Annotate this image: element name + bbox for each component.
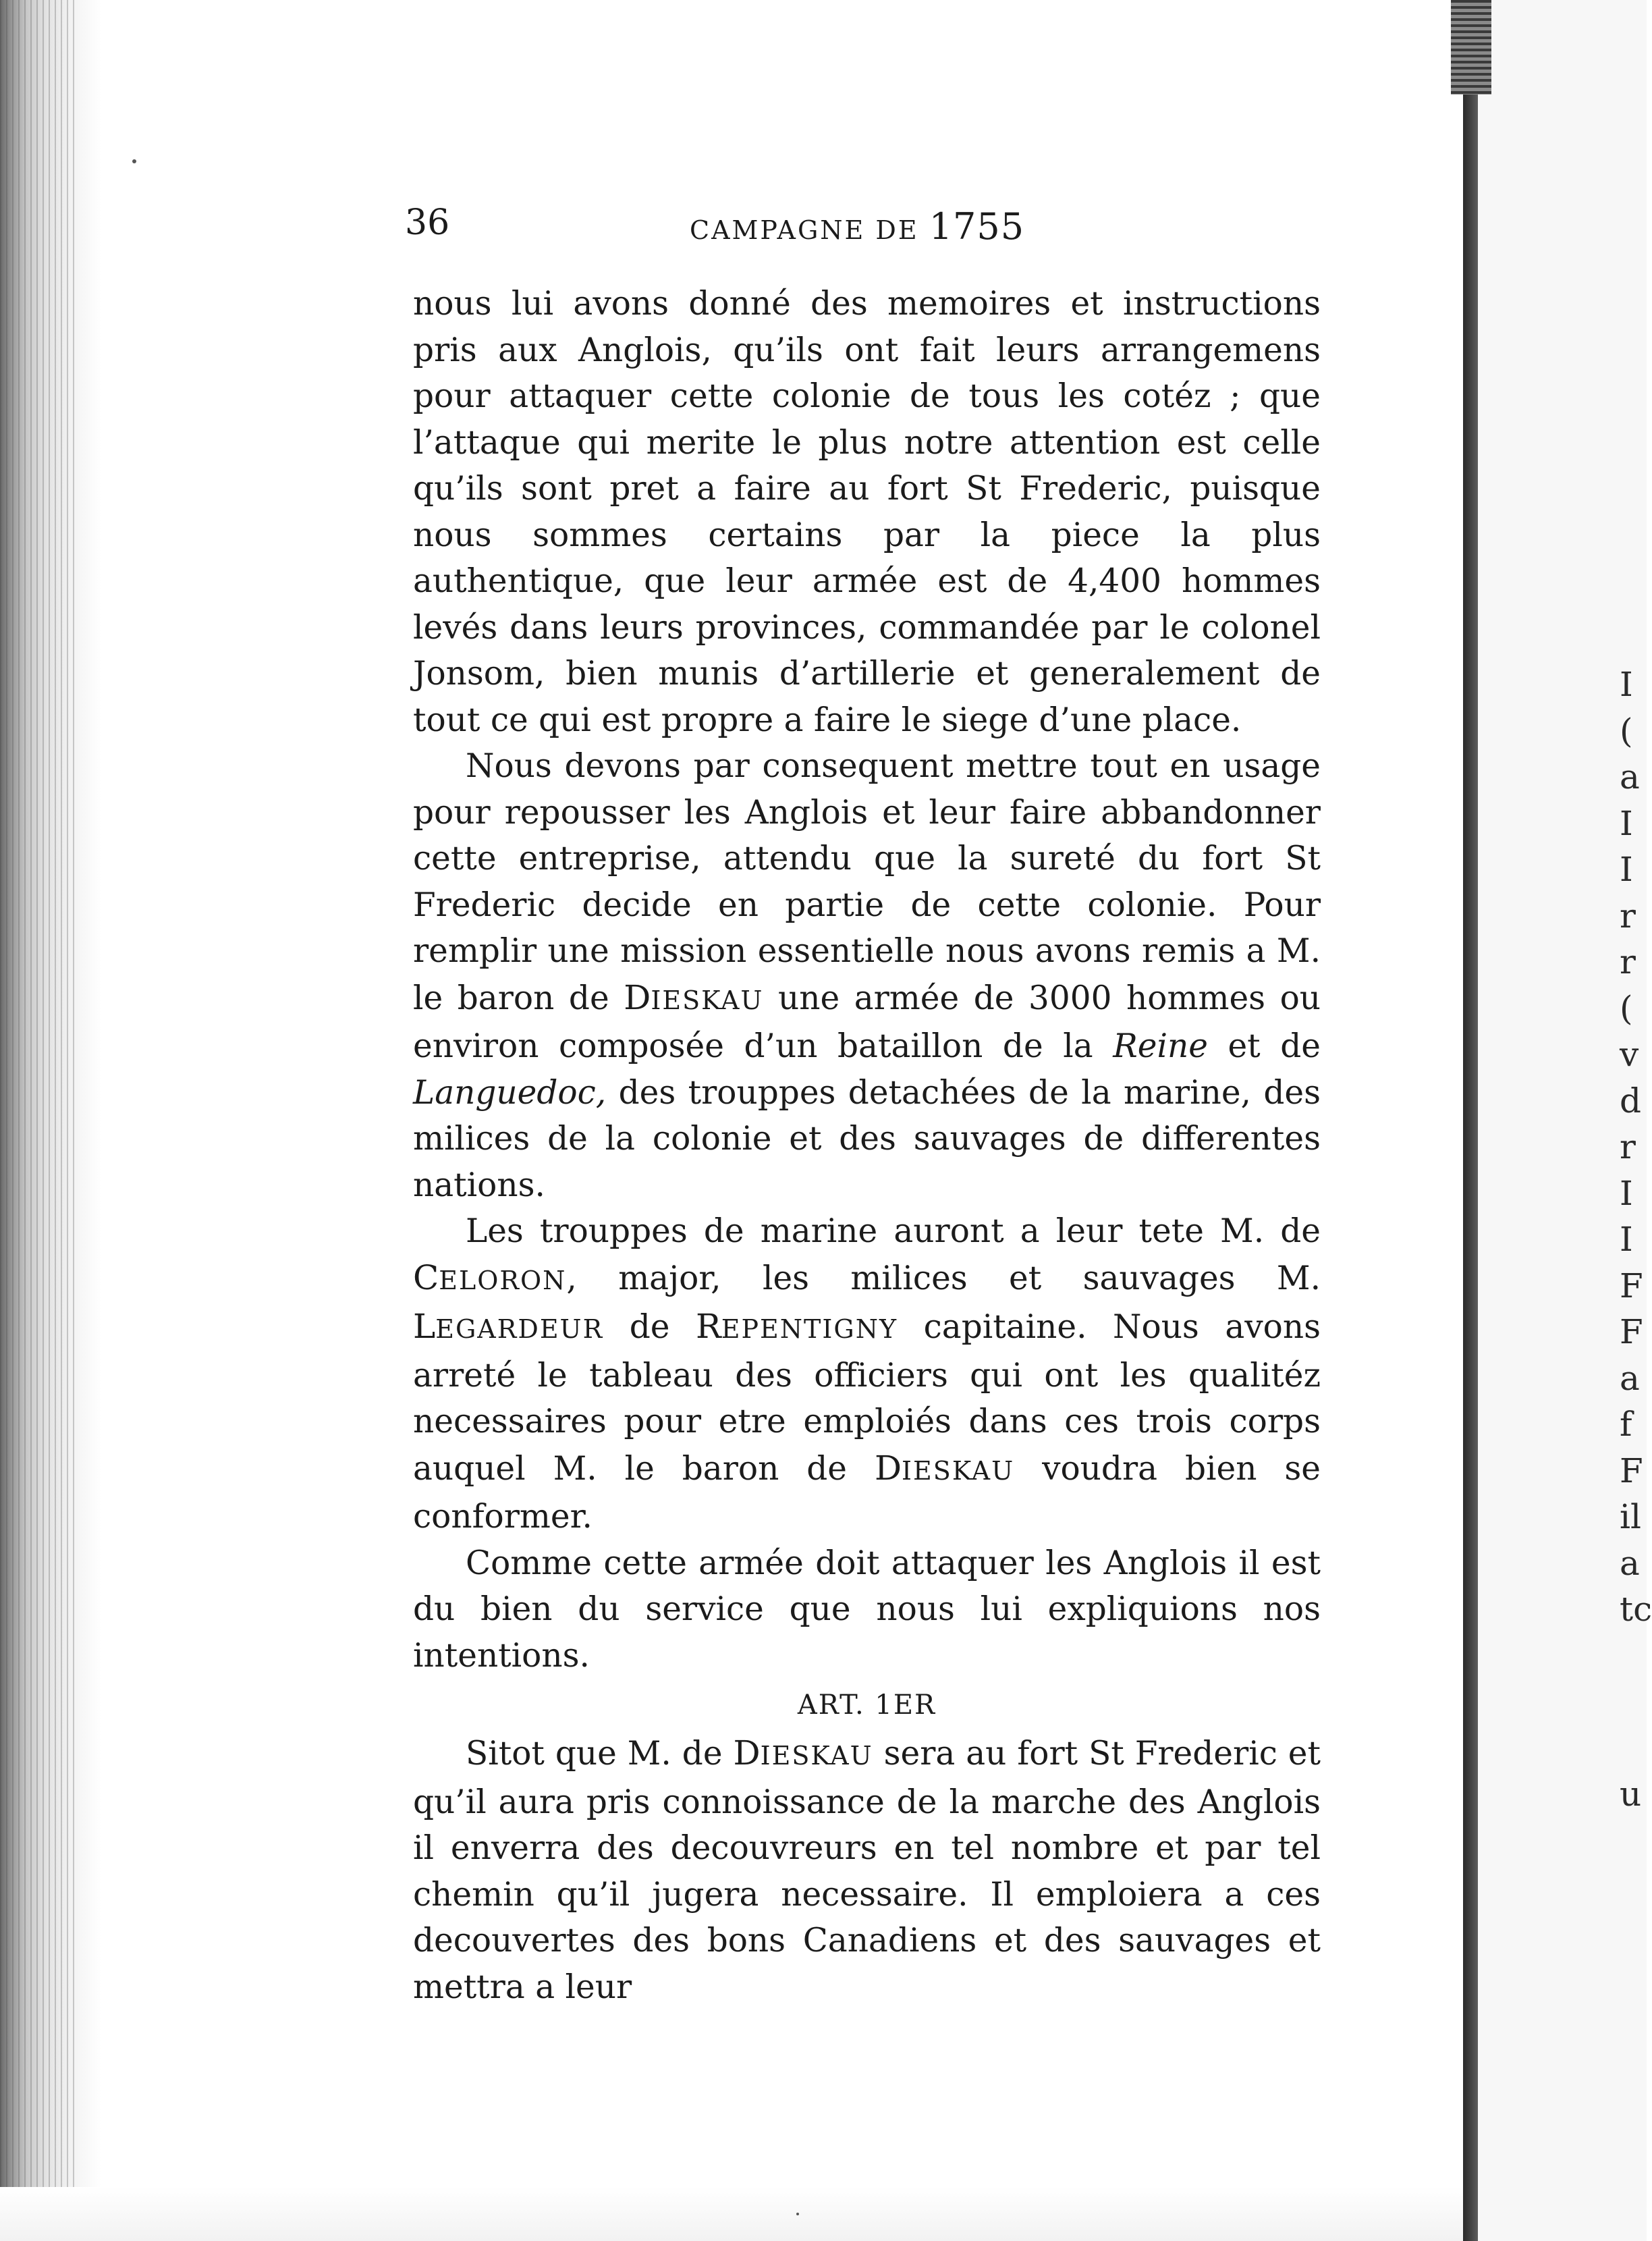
paragraph bbox=[413, 1730, 1321, 2010]
small-caps-initial: D bbox=[624, 977, 651, 1017]
small-caps-rest: IESKAU bbox=[760, 1741, 873, 1771]
facing-page-glyph: F bbox=[1620, 1451, 1643, 1490]
text-run: , major, les milices et sauvages M. bbox=[566, 1259, 1321, 1297]
facing-page-glyph: d bbox=[1620, 1081, 1642, 1120]
small-caps-rest: IESKAU bbox=[902, 1455, 1015, 1486]
facing-page-text-fragments bbox=[1620, 662, 1652, 1818]
facing-page-glyph: F bbox=[1620, 1266, 1643, 1305]
facing-page-glyph: f bbox=[1620, 1405, 1632, 1444]
small-caps-rest: EGARDEUR bbox=[435, 1314, 604, 1344]
page-edge bbox=[1463, 0, 1478, 2241]
small-caps-initial: L bbox=[413, 1307, 436, 1346]
text-run: de bbox=[629, 1308, 670, 1346]
page-number: 36 bbox=[405, 202, 450, 243]
facing-page-glyph: il bbox=[1620, 1497, 1641, 1536]
text-run: et de bbox=[1228, 1027, 1321, 1065]
facing-page-glyph: r bbox=[1620, 1127, 1636, 1166]
facing-page-glyph bbox=[1620, 1633, 1647, 1679]
facing-page-glyph: I bbox=[1620, 1173, 1633, 1213]
scan-binding-lines bbox=[0, 0, 74, 2241]
facing-page-glyph: a bbox=[1620, 757, 1640, 796]
text-run: voudra bien se conformer. bbox=[413, 1449, 1321, 1536]
facing-page-glyph: r bbox=[1620, 896, 1636, 936]
bottom-gutter bbox=[0, 2187, 1463, 2241]
small-caps-initial: D bbox=[874, 1448, 902, 1488]
scan-speck bbox=[132, 159, 136, 163]
text-run: Sitot que M. de bbox=[466, 1735, 723, 1773]
facing-page-glyph: tc bbox=[1620, 1590, 1652, 1629]
italic-name: Languedoc, bbox=[413, 1073, 607, 1112]
small-caps-name bbox=[624, 977, 764, 1017]
facing-page-glyph: r bbox=[1620, 942, 1636, 981]
facing-page-glyph bbox=[1620, 1725, 1647, 1772]
article-heading: ART. 1ER bbox=[797, 1690, 937, 1721]
facing-page-glyph: a bbox=[1620, 1358, 1640, 1398]
text-run: sera au fort St Frederic et qu’il aura pris connoissance de la marche des Anglois il enverra des decouvreurs en tel nombre et par tel chemin qu’il jugera necessaire. Il emploiera a ces decouvertes des bons Canadiens et des sauvages et mettra a leur bbox=[413, 1735, 1321, 2006]
small-caps-name bbox=[413, 1258, 567, 1297]
text-run: Les trouppes de marine auront a leur tete M. de bbox=[466, 1212, 1321, 1250]
small-caps-initial: C bbox=[413, 1258, 439, 1297]
facing-page-glyph: ( bbox=[1620, 988, 1633, 1028]
body-text bbox=[413, 281, 1321, 2010]
small-caps-initial: R bbox=[696, 1307, 721, 1346]
facing-page-glyph: I bbox=[1620, 1220, 1633, 1259]
text-run: capitaine. Nous avons arreté le tableau des officiers qui ont les qualitéz necessaires pour etre emploiés dans ces trois corps auquel M. le baron de bbox=[413, 1308, 1321, 1488]
facing-page-glyph bbox=[1620, 1679, 1647, 1725]
italic-name: Reine bbox=[1113, 1027, 1208, 1065]
facing-page-glyph: F bbox=[1620, 1312, 1643, 1351]
paragraph: Comme cette armée doit attaquer les Anglois il est du bien du service que nous lui expliquions nos intentions. bbox=[413, 1544, 1321, 1675]
running-title-year: 1755 bbox=[929, 205, 1025, 248]
small-caps-name bbox=[733, 1733, 873, 1773]
scan-speck bbox=[796, 2213, 799, 2215]
facing-page-glyph: a bbox=[1620, 1543, 1640, 1583]
facing-page-glyph: u bbox=[1620, 1775, 1642, 1814]
small-caps-rest: EPENTIGNY bbox=[721, 1314, 898, 1344]
small-caps-rest: IESKAU bbox=[651, 985, 764, 1015]
facing-page-glyph: I bbox=[1620, 803, 1633, 843]
facing-page-glyph: v bbox=[1620, 1035, 1639, 1074]
running-title-text: CAMPAGNE DE bbox=[690, 215, 919, 245]
small-caps-rest: ELORON bbox=[439, 1265, 567, 1295]
running-title bbox=[690, 205, 1024, 248]
paragraph bbox=[413, 1208, 1321, 1540]
small-caps-name bbox=[413, 1307, 604, 1346]
text-run: Nous devons par consequent mettre tout en usage pour repousser les Anglois et leur faire abbandonner cette entreprise, attendu que la sureté du fort St Frederic decide en partie de cette colonie. Pour remplir une mission essentielle nous avons remis a M. le baron de bbox=[413, 747, 1321, 1017]
small-caps-name bbox=[874, 1448, 1015, 1488]
page-header bbox=[405, 202, 1350, 256]
paragraph: nous lui avons donné des memoires et instructions pris aux Anglois, qu’ils ont fait leurs arrangemens pour attaquer cette colonie de tous les cotéz ; que l’attaque qui merite le plus notre attention est celle qu’ils sont pret a faire au fort St Frederic, puisque nous sommes certains par la piece la plus authentique, que leur armée est de 4,400 hommes levés dans leurs provinces, commandée par le colonel Jonsom, bien munis d’artillerie et generalement de tout ce qui est propre a faire le siege d’une place. bbox=[413, 285, 1321, 739]
small-caps-initial: D bbox=[733, 1733, 761, 1773]
facing-page-glyph: ( bbox=[1620, 711, 1633, 751]
small-caps-name bbox=[696, 1307, 898, 1346]
facing-page-glyph: I bbox=[1620, 850, 1633, 889]
text-run: des trouppes detachées de la marine, des milices de la colonie et des sauvages de differentes nations. bbox=[413, 1073, 1321, 1204]
text-run: une armée de 3000 hommes ou environ composée d’un bataillon de la bbox=[413, 979, 1321, 1065]
page-edge-top bbox=[1451, 0, 1491, 94]
paragraph bbox=[413, 743, 1321, 1208]
facing-page-glyph: I bbox=[1620, 665, 1633, 704]
